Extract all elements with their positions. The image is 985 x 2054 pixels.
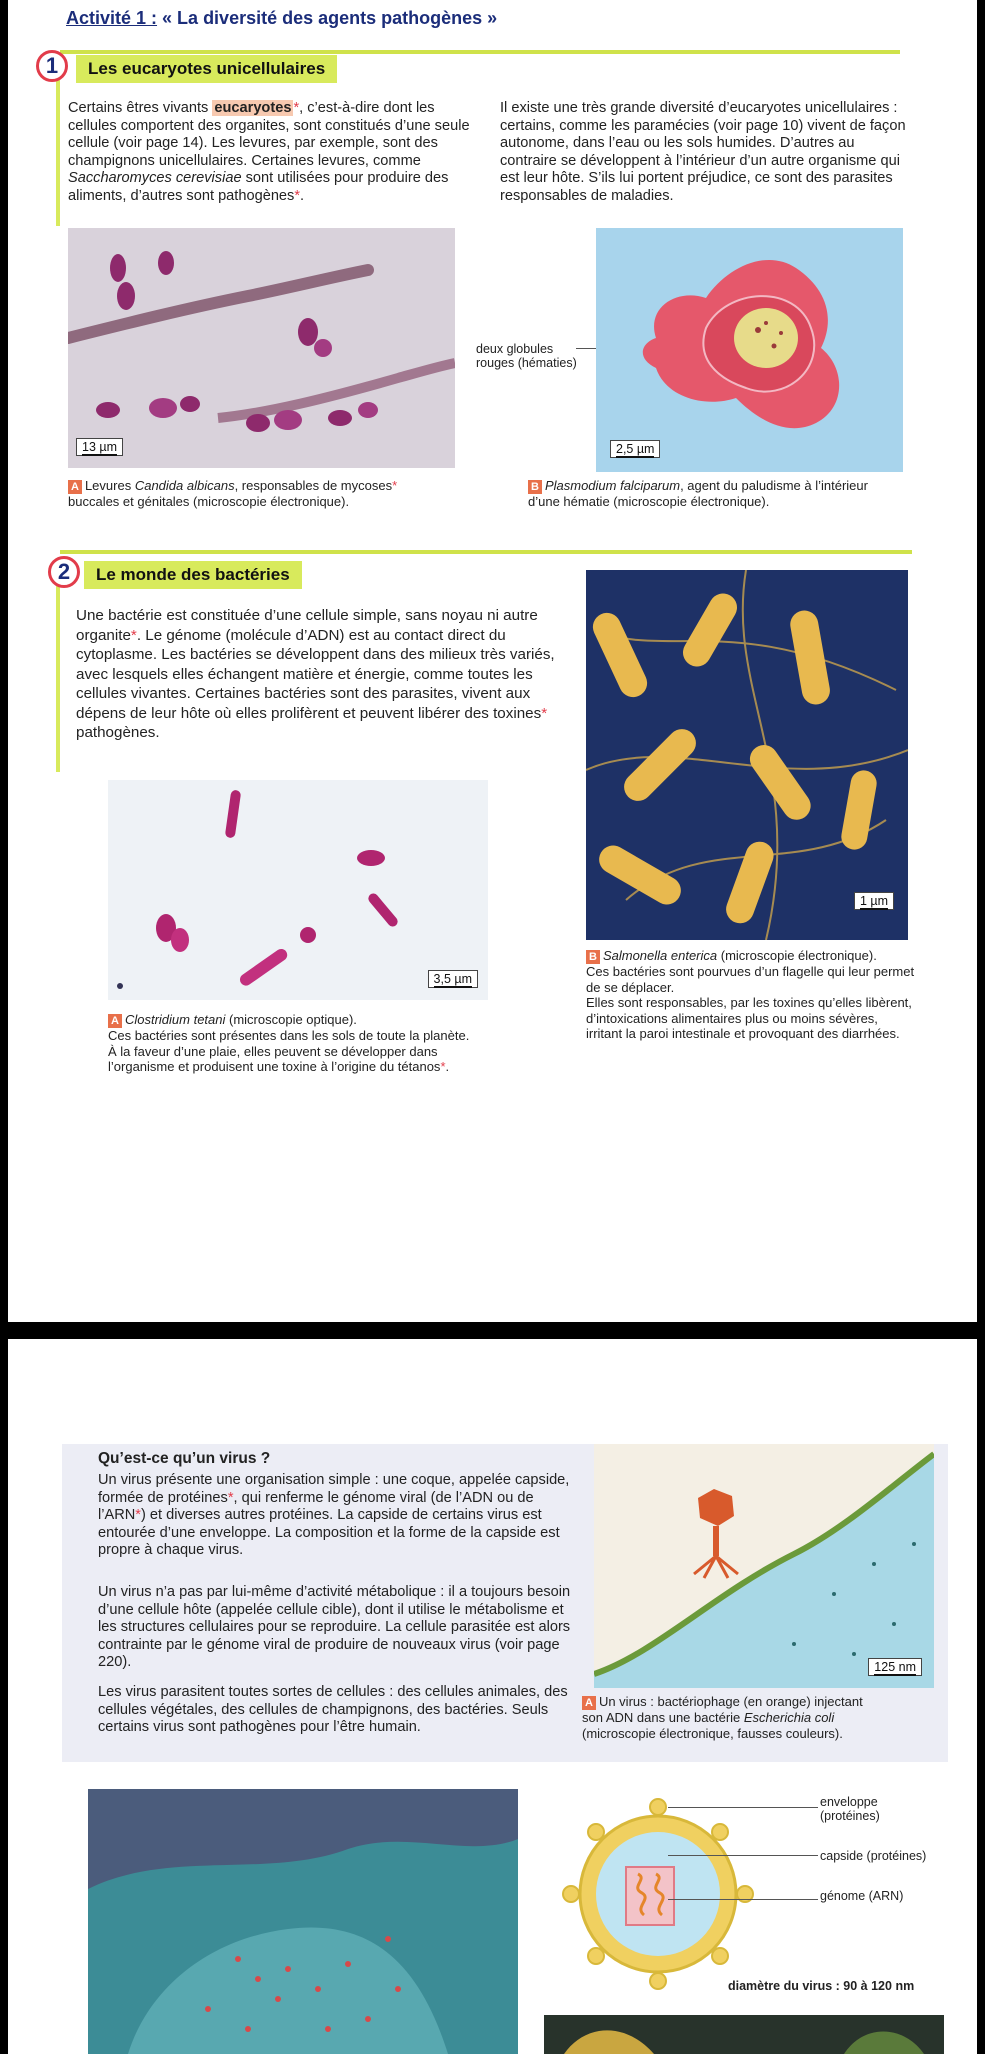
- section2-title: Le monde des bactéries: [84, 561, 302, 589]
- clostridium-scale: 3,5 µm: [428, 970, 478, 988]
- caption-badge-a: A: [68, 480, 82, 494]
- envelope-leader: [668, 1807, 818, 1808]
- section2-sidebar: [56, 582, 60, 772]
- salmonella-photo: [586, 570, 908, 940]
- envelope-label: enveloppe (protéines): [820, 1795, 880, 1823]
- virus-para-1: Un virus présente une organisation simple : une coque, appelée capside, formée de protéines*, qui renferme le génome viral (de l’ADN ou de l’ARN*) et diverses autres protéines. La capside de certains virus est entourée d’une enveloppe. La composition et la forme de la capside est propre à chaque virus.: [98, 1472, 570, 1558]
- salmonella-scale: 1 µm: [854, 892, 894, 910]
- plasmodium-scale: 2,5 µm: [610, 440, 660, 458]
- section1-left-text: Certains êtres vivants eucaryotes *, c’est-à-dire dont les cellules comportent des organites, sont constitués d’une seule cellule (voir page 14). Les levures, par exemple, sont des champignons unicellulaires. Certaines levures, comme Saccharomyces cerevisiae sont utilisées pour produire des aliments, d’autres sont pathogènes*.: [68, 100, 470, 204]
- virus-box: [62, 1444, 948, 1762]
- clostridium-caption: A Clostridium tetani (microscopie optique). Ces bactéries sont présentes dans les sols de toute la planète. À la faveur d’une plaie, elles peuvent se développer dans l’organisme et produisent une toxine à l’origine du tétanos*.: [108, 1012, 470, 1074]
- bacteriophage-photo: [594, 1444, 934, 1688]
- virus-para-3: Les virus parasitent toutes sortes de cellules : des cellules animales, des cellules végétales, des cellules de champignons, des bactéries. Seuls certains virus sont pathogènes pour l’être humain.: [98, 1684, 568, 1735]
- virus-diagram: [538, 1789, 838, 1999]
- virus-para-2: Un virus n’a pas par lui-même d’activité métabolique : il a toujours besoin d’une cellule hôte (appelée cellule cible), dont il utilise le métabolisme et les structures cellulaires pour se reproduire. La cellule parasitée est alors contrainte par le génome viral de produire de nouveaux virus (voir page 220).: [98, 1584, 571, 1670]
- activity-title: [66, 8, 497, 29]
- caption-badge-a2: A: [108, 1014, 122, 1028]
- infected-cell-photo: [88, 1789, 518, 2054]
- section2-text: Une bactérie est constituée d’une cellule simple, sans noyau ni autre organite*. Le génome (molécule d’ADN) est au contact direct du cytoplasme. Les bactéries se développent dans des milieux très variés, avec lesquels elles échangent matière et énergie, comme toutes les cellules vivantes. Certaines bactéries sont des parasites, vivent aux dépens de leur hôte où elles prolifèrent et peuvent libérer des toxines* pathogènes.: [76, 607, 555, 741]
- lower-micrograph-image: [544, 2015, 944, 2054]
- clostridium-image: [108, 780, 488, 1000]
- section1-sidebar: [56, 66, 60, 226]
- candida-albicans-image: [68, 228, 455, 468]
- salmonella-caption: B Salmonella enterica (microscopie électronique). Ces bactéries sont pourvues d’un flagelle qui leur permet de se déplacer. Elles sont responsables, par les toxines qu’elles libèrent, d’intoxications alimentaires plus ou moins sévères, irritant la paroi intestinale et provoquant des diarrhées.: [586, 948, 915, 1041]
- caption-badge-b2: B: [586, 950, 600, 964]
- virus-diagram-image: [538, 1789, 838, 1999]
- section1-title: Les eucaryotes unicellulaires: [76, 55, 337, 83]
- lower-micrograph-strip: [544, 2015, 944, 2054]
- virus-diameter: diamètre du virus : 90 à 120 nm: [728, 1979, 915, 1993]
- genome-label: génome (ARN): [820, 1889, 904, 1903]
- clostridium-photo: [108, 780, 488, 1000]
- capsid-leader: [668, 1855, 818, 1856]
- plasmodium-photo: [596, 228, 903, 472]
- genome-leader: [668, 1899, 818, 1900]
- plasmodium-caption: B Plasmodium falciparum, agent du paludisme à l’intérieur d’une hématie (microscopie électronique).: [528, 478, 868, 509]
- candida-scale: 13 µm: [76, 438, 123, 456]
- eucaryotes-highlight: eucaryotes: [214, 100, 292, 116]
- salmonella-image: [586, 570, 908, 940]
- caption-badge-b: B: [528, 480, 542, 494]
- candida-albicans-photo: [68, 228, 455, 468]
- page-2: [8, 1339, 977, 2054]
- section2-number: 2: [48, 556, 80, 588]
- section1-right-text: Il existe une très grande diversité d’eucaryotes unicellulaires : certains, comme les paramécies (voir page 10) vivent de façon autonome, dans l’eau ou les sols humides. D’autres au contraire se développent à l’intérieur d’un autre organisme qui est leur hôte. S’ils lui portent préjudice, ce sont des parasites responsables de maladies.: [500, 100, 906, 204]
- bacteriophage-caption: A Un virus : bactériophage (en orange) injectant son ADN dans une bactérie Escherichia coli (microscopie électronique, fausses couleurs).: [582, 1694, 863, 1741]
- activity-label: Activité 1 :: [66, 8, 158, 28]
- infected-cell-image: [88, 1789, 518, 2054]
- virus-title: Qu’est-ce qu’un virus ?: [98, 1450, 271, 1467]
- phage-scale: 125 nm: [868, 1658, 922, 1676]
- section1-number: 1: [36, 50, 68, 82]
- candida-caption: A Levures Candida albicans, responsables de mycoses* buccales et génitales (microscopie électronique).: [68, 478, 398, 509]
- section1-rule: [60, 50, 900, 54]
- page-1: [8, 0, 977, 1322]
- section2-rule: [60, 550, 912, 554]
- caption-badge-va: A: [582, 1696, 596, 1710]
- activity-name: « La diversité des agents pathogènes »: [162, 8, 498, 28]
- capsid-label: capside (protéines): [820, 1849, 927, 1863]
- plasmodium-image: [596, 228, 903, 472]
- bacteriophage-image: [594, 1444, 934, 1688]
- red-cells-label: deux globules rouges (hématies): [476, 342, 577, 370]
